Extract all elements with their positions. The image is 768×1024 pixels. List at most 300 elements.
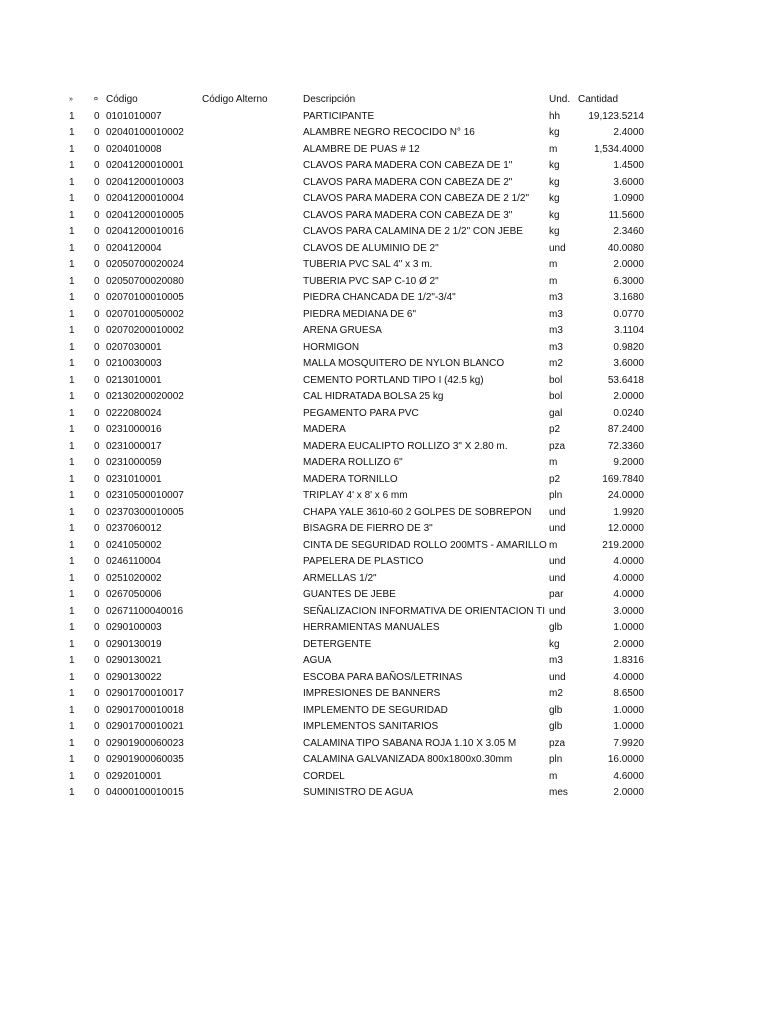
cell-descripcion: SEÑALIZACION INFORMATIVA DE ORIENTACION TI (303, 605, 546, 617)
cell-col-b: 0 (94, 688, 100, 699)
cell-col-b: 0 (94, 259, 100, 270)
cell-cantidad: 169.7840 (602, 473, 644, 485)
table-row (0, 703, 768, 720)
cell-descripcion: MADERA ROLLIZO 6" (303, 457, 403, 468)
cell-cantidad: 4.6000 (613, 770, 644, 782)
cell-descripcion: CLAVOS PARA MADERA CON CABEZA DE 3" (303, 209, 513, 221)
cell-col-b: 0 (94, 424, 100, 435)
cell-codigo: 02370300010005 (106, 506, 184, 518)
cell-cantidad: 3.1104 (614, 325, 644, 336)
cell-col-b: 0 (94, 605, 100, 617)
table-row (0, 455, 768, 472)
cell-descripcion: MALLA MOSQUITERO DE NYLON BLANCO (303, 358, 505, 369)
table-row (0, 323, 768, 340)
cell-und: glb (549, 622, 563, 633)
cell-col-b: 0 (94, 770, 100, 782)
table-row (0, 620, 768, 637)
cell-cantidad: 40.0080 (607, 242, 644, 254)
cell-und: kg (549, 226, 560, 237)
cell-und: bol (549, 391, 563, 402)
cell-codigo: 0204120004 (106, 242, 162, 254)
cell-descripcion: CORDEL (303, 770, 345, 782)
cell-col-b: 0 (94, 787, 100, 798)
cell-cantidad: 3.6000 (613, 358, 644, 369)
cell-codigo: 04000100010015 (106, 787, 184, 798)
cell-col-b: 0 (94, 737, 100, 749)
cell-und: und (549, 523, 566, 534)
cell-col-b: 0 (94, 160, 100, 171)
cell-descripcion: AGUA (303, 655, 332, 666)
cell-und: pza (549, 737, 566, 749)
cell-col-b: 0 (94, 572, 100, 584)
cell-und: mes (549, 787, 568, 798)
cell-cantidad: 1.9920 (613, 506, 644, 518)
table-row (0, 290, 768, 307)
table-row (0, 340, 768, 357)
cell-col-a: 1 (69, 655, 75, 666)
cell-descripcion: CEMENTO PORTLAND TIPO I (42.5 kg) (303, 374, 484, 386)
cell-codigo: 02040100010002 (106, 127, 184, 138)
cell-col-a: 1 (69, 374, 75, 386)
cell-und: m3 (549, 341, 563, 353)
table-body (0, 109, 768, 802)
cell-codigo: 0204010008 (106, 143, 162, 155)
cell-und: m (549, 539, 558, 551)
cell-cantidad: 1.4500 (613, 160, 644, 171)
cell-und: p2 (549, 424, 561, 435)
cell-codigo: 02070100010005 (106, 292, 184, 303)
cell-codigo: 02901900060035 (106, 754, 184, 765)
table-row (0, 373, 768, 390)
cell-col-a: 1 (69, 473, 75, 485)
cell-und: m (549, 259, 558, 270)
cell-col-a: 1 (69, 424, 75, 435)
cell-und: hh (549, 110, 561, 122)
table-row (0, 356, 768, 373)
cell-descripcion: MADERA (303, 424, 346, 435)
table-row (0, 439, 768, 456)
cell-cantidad: 1.0000 (613, 704, 644, 716)
cell-col-a: 1 (69, 539, 75, 551)
cell-col-a: 1 (69, 407, 75, 419)
cell-col-b: 0 (94, 556, 100, 567)
cell-cantidad: 3.0000 (613, 605, 644, 617)
cell-und: und (549, 671, 566, 683)
cell-col-a: 1 (69, 721, 75, 732)
cell-codigo: 0292010001 (106, 770, 162, 782)
cell-codigo: 0213010001 (106, 374, 162, 386)
cell-cantidad: 72.3360 (607, 440, 644, 452)
cell-col-b: 0 (94, 358, 100, 369)
cell-und: m2 (549, 358, 563, 369)
cell-col-b: 0 (94, 341, 100, 353)
cell-descripcion: PEGAMENTO PARA PVC (303, 407, 419, 419)
cell-col-a: 1 (69, 589, 75, 600)
cell-und: glb (549, 704, 563, 716)
cell-codigo: 02130200020002 (106, 391, 184, 402)
table-row (0, 175, 768, 192)
cell-col-a: 1 (69, 754, 75, 765)
cell-und: kg (549, 127, 560, 138)
cell-cantidad: 1.0000 (613, 721, 644, 732)
table-row (0, 488, 768, 505)
cell-col-a: 1 (69, 704, 75, 716)
cell-und: m (549, 457, 558, 468)
cell-codigo: 0290130021 (106, 655, 162, 666)
table-row (0, 109, 768, 126)
cell-codigo: 02901900060023 (106, 737, 184, 749)
table-row (0, 571, 768, 588)
cell-und: m3 (549, 325, 563, 336)
cell-col-a: 1 (69, 391, 75, 402)
table-row (0, 422, 768, 439)
cell-descripcion: CLAVOS PARA MADERA CON CABEZA DE 2" (303, 176, 513, 188)
cell-descripcion: ALAMBRE DE PUAS # 12 (303, 143, 420, 155)
cell-col-a: 1 (69, 176, 75, 188)
cell-descripcion: PAPELERA DE PLASTICO (303, 556, 424, 567)
header-codigo: Código (106, 94, 138, 105)
materials-table (0, 92, 768, 802)
cell-descripcion: MADERA TORNILLO (303, 473, 398, 485)
cell-cantidad: 11.5600 (608, 209, 644, 221)
header-und: Und. (549, 94, 571, 105)
cell-col-b: 0 (94, 209, 100, 221)
cell-cantidad: 0.0770 (613, 308, 644, 320)
cell-descripcion: CAL HIDRATADA BOLSA 25 kg (303, 391, 444, 402)
cell-codigo: 02050700020080 (106, 275, 184, 287)
cell-col-b: 0 (94, 473, 100, 485)
table-header (0, 92, 768, 109)
cell-codigo: 0222080024 (106, 407, 162, 419)
cell-cantidad: 1,534.4000 (593, 143, 644, 155)
cell-cantidad: 4.0000 (613, 572, 644, 584)
cell-col-b: 0 (94, 539, 100, 551)
cell-col-b: 0 (94, 754, 100, 765)
cell-codigo: 0231000016 (106, 424, 162, 435)
cell-und: kg (549, 160, 560, 171)
cell-col-b: 0 (94, 143, 100, 155)
cell-col-b: 0 (94, 638, 100, 650)
table-row (0, 538, 768, 555)
table-row (0, 554, 768, 571)
cell-col-a: 1 (69, 605, 75, 617)
cell-col-b: 0 (94, 275, 100, 287)
cell-col-a: 1 (69, 523, 75, 534)
cell-descripcion: CALAMINA GALVANIZADA 800x1800x0.30mm (303, 754, 513, 765)
cell-codigo: 02041200010003 (106, 176, 184, 188)
cell-und: m (549, 770, 558, 782)
cell-descripcion: PARTICIPANTE (303, 110, 375, 122)
cell-codigo: 0231000017 (106, 440, 162, 452)
cell-col-b: 0 (94, 721, 100, 732)
header-cantidad: Cantidad (578, 94, 619, 105)
table-row (0, 769, 768, 786)
table-row (0, 274, 768, 291)
cell-col-b: 0 (94, 704, 100, 716)
cell-cantidad: 12.0000 (607, 523, 644, 534)
cell-cantidad: 6.3000 (613, 275, 644, 287)
cell-und: kg (549, 209, 560, 221)
cell-col-b: 0 (94, 292, 100, 303)
table-row (0, 406, 768, 423)
header-col-a: » (69, 96, 73, 103)
cell-descripcion: MADERA EUCALIPTO ROLLIZO 3" X 2.80 m. (303, 440, 508, 452)
cell-codigo: 0207030001 (106, 341, 162, 353)
cell-col-b: 0 (94, 226, 100, 237)
cell-codigo: 02901700010021 (106, 721, 184, 732)
cell-codigo: 02070100050002 (106, 308, 184, 320)
cell-descripcion: SUMINISTRO DE AGUA (303, 787, 414, 798)
cell-descripcion: HERRAMIENTAS MANUALES (303, 622, 440, 633)
cell-col-b: 0 (94, 110, 100, 122)
cell-col-b: 0 (94, 671, 100, 683)
cell-cantidad: 87.2400 (607, 424, 644, 435)
cell-und: m3 (549, 655, 563, 666)
cell-descripcion: TUBERIA PVC SAL 4" x 3 m. (303, 259, 433, 270)
cell-cantidad: 3.6000 (613, 176, 644, 188)
table-row (0, 752, 768, 769)
cell-descripcion: HORMIGON (303, 341, 360, 353)
cell-col-a: 1 (69, 671, 75, 683)
table-row (0, 142, 768, 159)
cell-col-b: 0 (94, 440, 100, 452)
cell-descripcion: CLAVOS PARA MADERA CON CABEZA DE 2 1/2" (303, 193, 530, 204)
cell-codigo: 0210030003 (106, 358, 162, 369)
cell-descripcion: CALAMINA TIPO SABANA ROJA 1.10 X 3.05 M (303, 737, 517, 749)
table-row (0, 208, 768, 225)
cell-descripcion: BISAGRA DE FIERRO DE 3" (303, 523, 433, 534)
table-row (0, 736, 768, 753)
cell-cantidad: 3.1680 (613, 292, 644, 303)
cell-col-b: 0 (94, 523, 100, 534)
cell-col-b: 0 (94, 589, 100, 600)
cell-codigo: 0290100003 (106, 622, 162, 633)
cell-cantidad: 4.0000 (613, 556, 644, 567)
table-row (0, 125, 768, 142)
cell-cantidad: 1.0000 (613, 622, 644, 633)
cell-codigo: 0231000059 (106, 457, 162, 468)
cell-und: kg (549, 176, 560, 188)
cell-und: und (549, 572, 566, 584)
table-row (0, 521, 768, 538)
cell-cantidad: 7.9920 (613, 737, 644, 749)
cell-und: m2 (549, 688, 563, 699)
cell-descripcion: CLAVOS PARA MADERA CON CABEZA DE 1" (303, 160, 513, 171)
cell-und: und (549, 506, 566, 518)
cell-col-a: 1 (69, 292, 75, 303)
cell-descripcion: DETERGENTE (303, 638, 372, 650)
cell-cantidad: 2.0000 (613, 259, 644, 270)
cell-und: p2 (549, 473, 561, 485)
table-row (0, 670, 768, 687)
table-row (0, 472, 768, 489)
cell-descripcion: ARMELLAS 1/2" (303, 572, 377, 584)
cell-col-a: 1 (69, 770, 75, 782)
cell-und: kg (549, 638, 560, 650)
cell-cantidad: 219.2000 (602, 539, 644, 551)
cell-und: m (549, 275, 558, 287)
cell-col-a: 1 (69, 506, 75, 518)
cell-col-b: 0 (94, 374, 100, 386)
cell-und: m3 (549, 308, 563, 320)
cell-col-a: 1 (69, 572, 75, 584)
cell-und: bol (549, 374, 563, 386)
cell-codigo: 0251020002 (106, 572, 162, 584)
cell-descripcion: PIEDRA CHANCADA DE 1/2"-3/4" (303, 292, 456, 303)
cell-col-a: 1 (69, 127, 75, 138)
cell-und: und (549, 556, 566, 567)
table-row (0, 505, 768, 522)
table-row (0, 686, 768, 703)
cell-codigo: 02070200010002 (106, 325, 184, 336)
cell-und: par (549, 589, 564, 600)
cell-codigo: 02671100040016 (106, 605, 184, 617)
table-row (0, 637, 768, 654)
cell-descripcion: PIEDRA MEDIANA DE 6" (303, 308, 417, 320)
cell-col-b: 0 (94, 127, 100, 138)
cell-descripcion: IMPRESIONES DE BANNERS (303, 688, 441, 699)
cell-col-b: 0 (94, 457, 100, 468)
cell-cantidad: 1.0900 (613, 193, 644, 204)
cell-col-b: 0 (94, 308, 100, 320)
cell-col-b: 0 (94, 490, 100, 501)
cell-codigo: 02901700010018 (106, 704, 184, 716)
cell-cantidad: 53.6418 (607, 374, 644, 386)
cell-cantidad: 0.0240 (613, 407, 644, 419)
cell-und: m3 (549, 292, 563, 303)
cell-codigo: 0246110004 (106, 556, 161, 567)
header-col-b: ¤ (94, 96, 98, 103)
cell-cantidad: 24.0000 (607, 490, 644, 501)
table-row (0, 307, 768, 324)
cell-codigo: 0290130022 (106, 671, 162, 683)
cell-codigo: 02041200010005 (106, 209, 184, 221)
cell-col-a: 1 (69, 358, 75, 369)
cell-col-b: 0 (94, 193, 100, 204)
cell-codigo: 0237060012 (106, 523, 162, 534)
cell-descripcion: IMPLEMENTOS SANITARIOS (303, 721, 439, 732)
cell-und: pln (549, 490, 563, 501)
cell-codigo: 0267050006 (106, 589, 162, 600)
cell-descripcion: ARENA GRUESA (303, 325, 382, 336)
cell-descripcion: CLAVOS DE ALUMINIO DE 2" (303, 242, 439, 254)
cell-col-b: 0 (94, 506, 100, 518)
cell-cantidad: 2.0000 (613, 391, 644, 402)
cell-col-b: 0 (94, 622, 100, 633)
cell-descripcion: CLAVOS PARA CALAMINA DE 2 1/2" CON JEBE (303, 226, 523, 237)
cell-und: m (549, 143, 558, 155)
table-row (0, 785, 768, 802)
table-row (0, 389, 768, 406)
cell-col-a: 1 (69, 259, 75, 270)
cell-col-b: 0 (94, 242, 100, 254)
cell-und: glb (549, 721, 563, 732)
cell-cantidad: 2.4000 (613, 127, 644, 138)
cell-descripcion: CINTA DE SEGURIDAD ROLLO 200MTS - AMARILLO (303, 539, 547, 551)
cell-cantidad: 8.6500 (613, 688, 644, 699)
cell-codigo: 02041200010001 (106, 160, 184, 171)
table-row (0, 241, 768, 258)
cell-codigo: 0241050002 (106, 539, 162, 551)
cell-col-a: 1 (69, 226, 75, 237)
cell-cantidad: 16.0000 (607, 754, 644, 765)
cell-und: pln (549, 754, 563, 765)
header-descripcion: Descripción (303, 94, 356, 105)
cell-codigo: 02901700010017 (106, 688, 184, 699)
cell-col-a: 1 (69, 308, 75, 320)
cell-descripcion: ESCOBA PARA BAÑOS/LETRINAS (303, 671, 463, 683)
cell-col-b: 0 (94, 176, 100, 188)
cell-col-a: 1 (69, 325, 75, 336)
cell-col-b: 0 (94, 325, 100, 336)
cell-cantidad: 2.0000 (613, 787, 644, 798)
cell-col-a: 1 (69, 242, 75, 254)
cell-col-a: 1 (69, 275, 75, 287)
cell-col-a: 1 (69, 160, 75, 171)
cell-col-a: 1 (69, 737, 75, 749)
cell-descripcion: TRIPLAY 4' x 8' x 6 mm (303, 490, 408, 501)
table-row (0, 653, 768, 670)
cell-col-a: 1 (69, 688, 75, 699)
cell-col-a: 1 (69, 143, 75, 155)
cell-cantidad: 2.0000 (613, 638, 644, 650)
cell-codigo: 0290130019 (106, 638, 162, 650)
table-row (0, 191, 768, 208)
table-row (0, 719, 768, 736)
cell-codigo: 02041200010004 (106, 193, 184, 204)
cell-cantidad: 2.3460 (613, 226, 644, 237)
cell-cantidad: 1.8316 (613, 655, 644, 666)
cell-col-b: 0 (94, 407, 100, 419)
cell-codigo: 02041200010016 (106, 226, 184, 237)
cell-col-a: 1 (69, 209, 75, 221)
cell-descripcion: TUBERIA PVC SAP C-10 Ø 2" (303, 275, 439, 287)
cell-descripcion: IMPLEMENTO DE SEGURIDAD (303, 704, 448, 716)
cell-descripcion: GUANTES DE JEBE (303, 589, 396, 600)
cell-und: pza (549, 440, 566, 452)
cell-col-a: 1 (69, 490, 75, 501)
cell-cantidad: 19,123.5214 (588, 110, 644, 122)
cell-col-a: 1 (69, 787, 75, 798)
cell-und: kg (549, 193, 560, 204)
cell-cantidad: 9.2000 (613, 457, 644, 468)
cell-col-b: 0 (94, 391, 100, 402)
table-row (0, 257, 768, 274)
cell-und: und (549, 605, 566, 617)
table-row (0, 587, 768, 604)
cell-col-a: 1 (69, 622, 75, 633)
cell-col-a: 1 (69, 440, 75, 452)
cell-cantidad: 4.0000 (613, 589, 644, 600)
cell-und: gal (549, 407, 563, 419)
cell-codigo: 0101010007 (106, 110, 162, 122)
table-row (0, 158, 768, 175)
cell-descripcion: ALAMBRE NEGRO RECOCIDO N° 16 (303, 127, 475, 138)
cell-col-a: 1 (69, 638, 75, 650)
table-row (0, 604, 768, 621)
cell-codigo: 02310500010007 (106, 490, 184, 501)
cell-col-a: 1 (69, 341, 75, 353)
cell-cantidad: 0.9820 (613, 341, 644, 353)
cell-col-b: 0 (94, 655, 100, 666)
cell-col-a: 1 (69, 193, 75, 204)
cell-descripcion: CHAPA YALE 3610-60 2 GOLPES DE SOBREPON (303, 506, 532, 518)
cell-codigo: 02050700020024 (106, 259, 184, 270)
cell-col-a: 1 (69, 110, 75, 122)
cell-col-a: 1 (69, 556, 75, 567)
cell-cantidad: 4.0000 (613, 671, 644, 683)
table-row (0, 224, 768, 241)
